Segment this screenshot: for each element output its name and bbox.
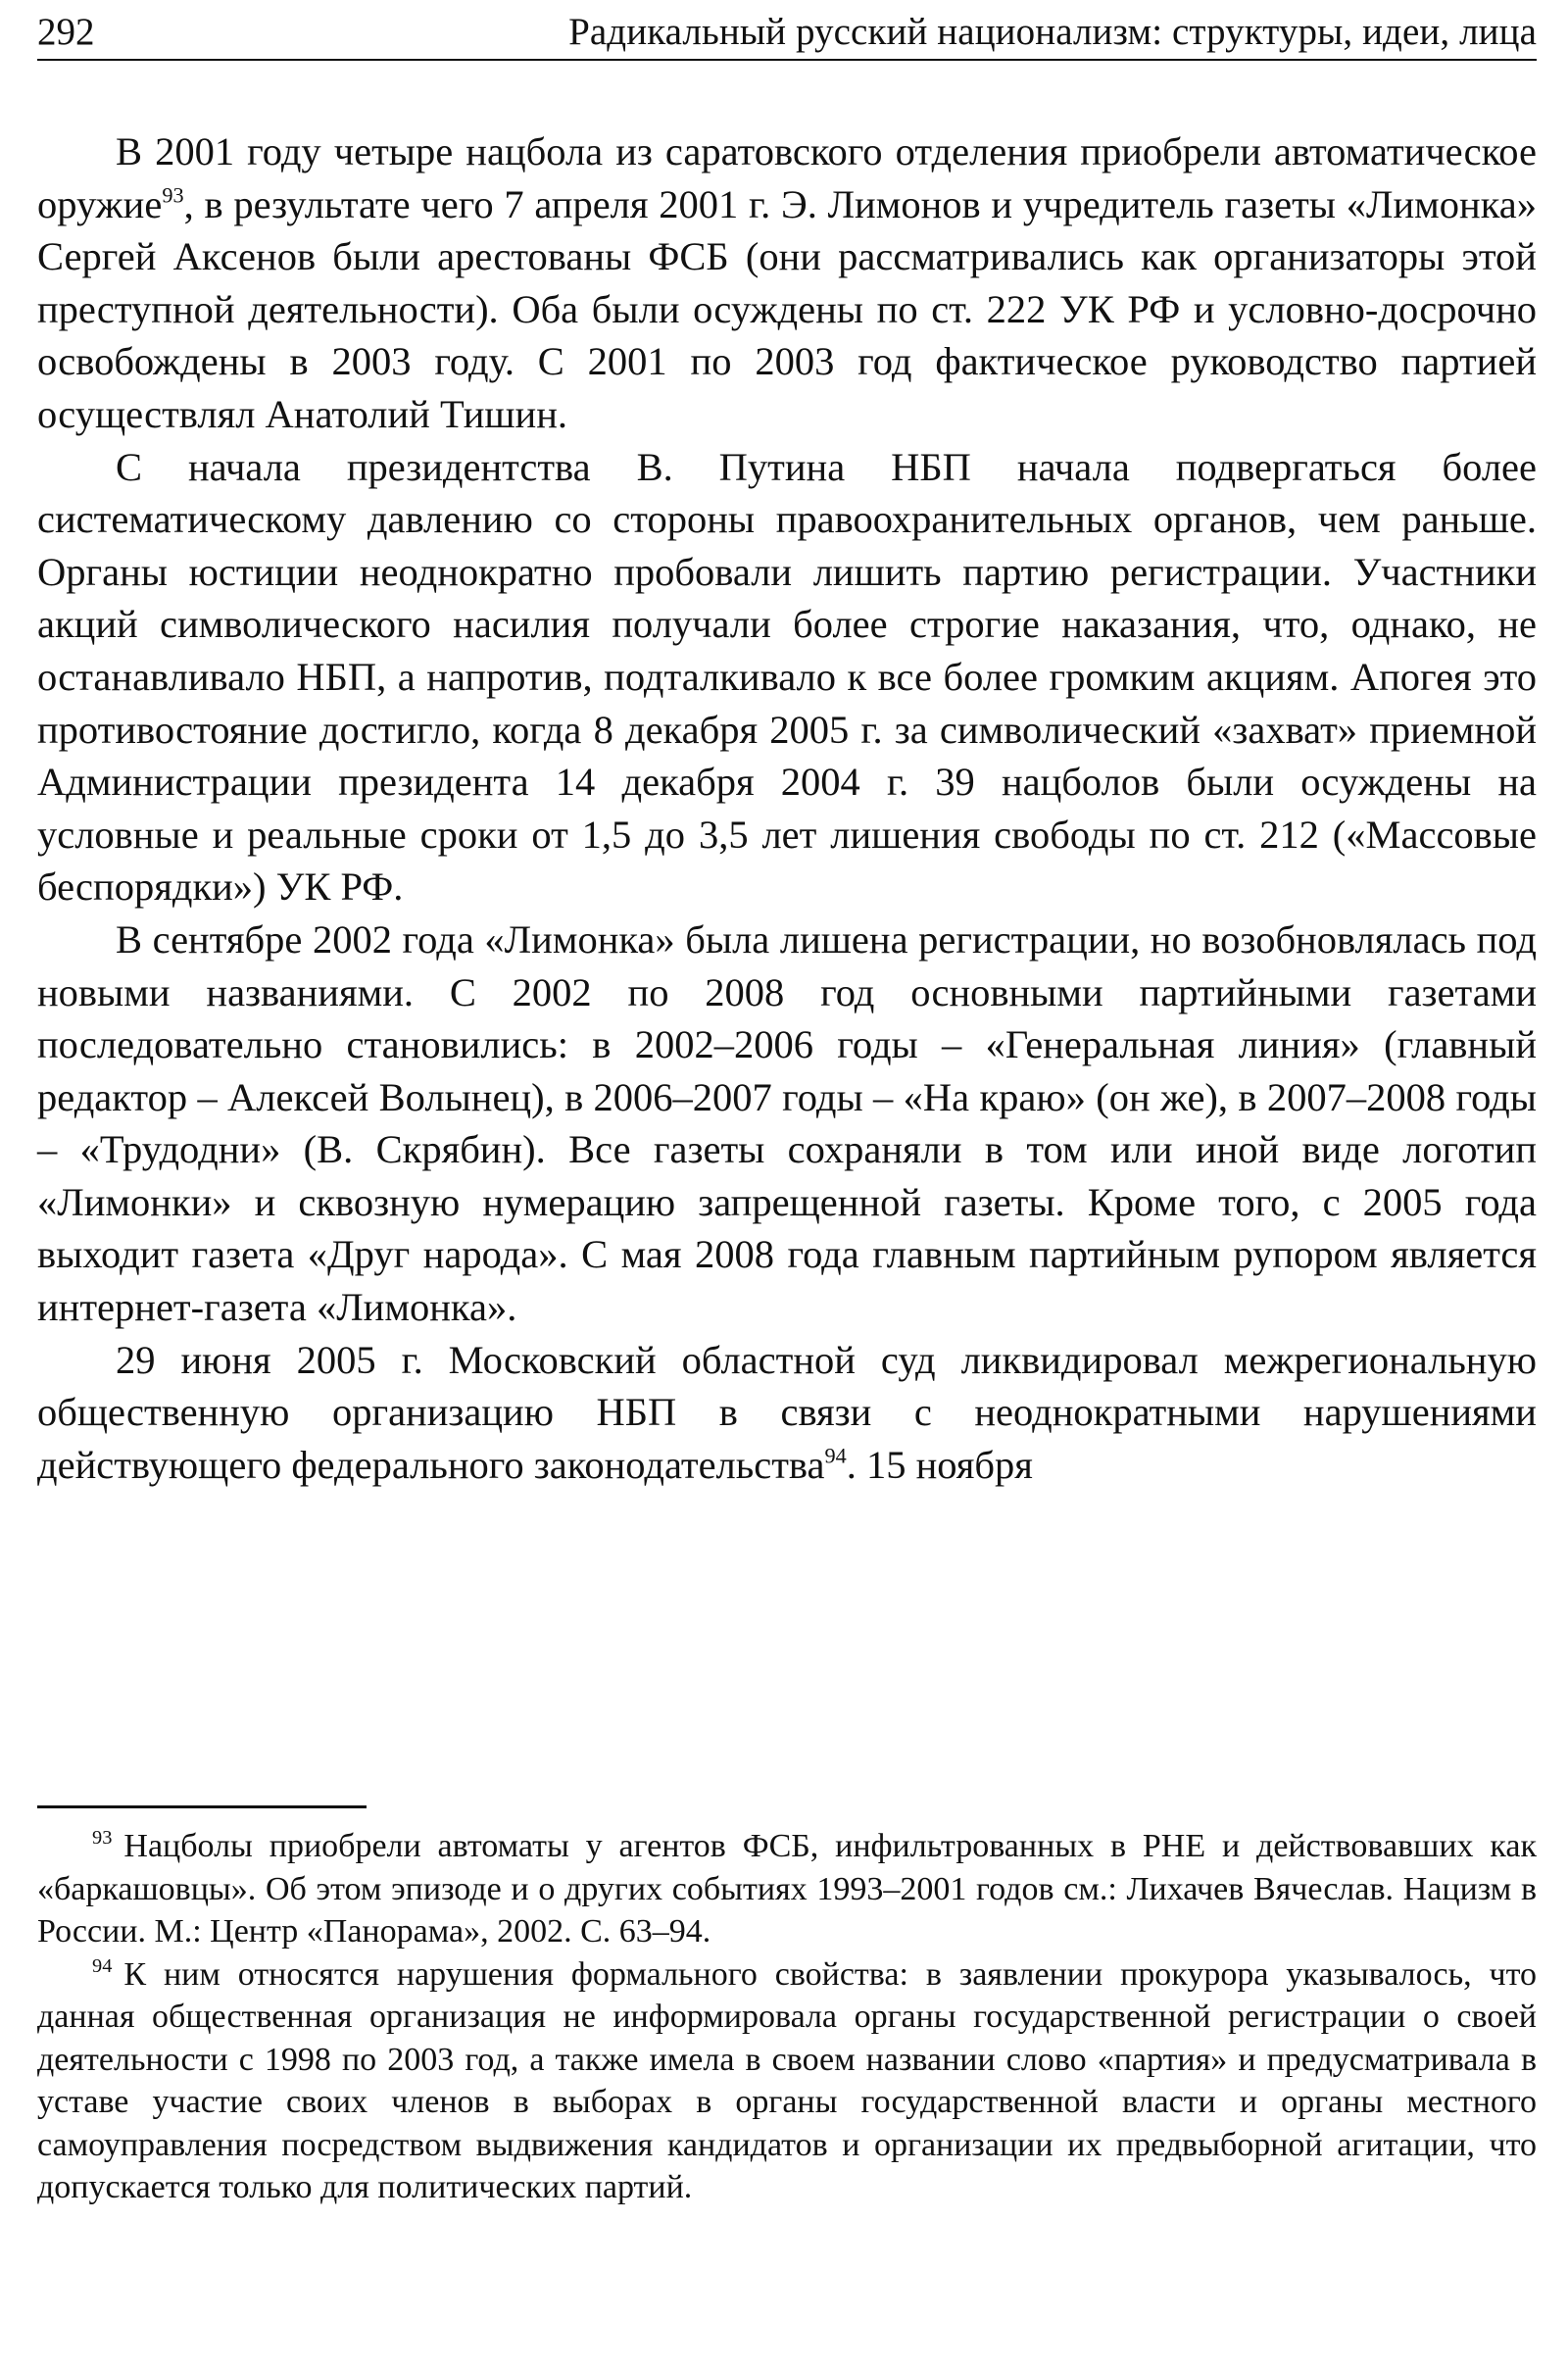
footnote-ref-94: 94 [824, 1443, 847, 1468]
footnote-94 [37, 1953, 1537, 2209]
running-header [37, 6, 1537, 61]
footnote-number: 94 [92, 1954, 113, 1977]
footnote-text: К ним относятся нарушения формального свойства: в заявлении прокурора указывалось, что данная общественная организация не информировала органы государственной регистрации о своей деятельности с 1998 по 2003 год, а также имела в своем названии слово «партия» и предусматривала в уставе участие своих членов в выборах в органы государственной власти и органы местного самоуправления посредством выдвижения кандидатов и организации их предвыборной агитации, что допускается только для политических партий. [37, 1955, 1537, 2205]
footnote-ref-93: 93 [162, 182, 184, 208]
paragraph-1-text-cont: , в результате чего 7 апреля 2001 г. Э. Лимонов и учредитель газеты «Лимонка» Сергей Аксенов были арестованы ФСБ (они рассматривались как организаторы этой преступной деятельности). Оба были осуждены по ст. 222 УК РФ и условно-досрочно освобождены в 2003 году. С 2001 по 2003 год фактическое руководство партией осуществлял Анатолий Тишин. [37, 181, 1537, 436]
footnote-number: 93 [92, 1827, 113, 1850]
footnotes [37, 1825, 1537, 2209]
paragraph-3: В сентябре 2002 года «Лимонка» была лишена регистрации, но возобновлялась под новыми названиями. С 2002 по 2008 год основными партийными газетами последовательно становились: в 2002–2006 годы – «Генеральная линия» (главный редактор – Алексей Волынец), в 2006–2007 годы – «На краю» (он же), в 2007–2008 годы – «Трудодни» (В. Скрябин). Все газеты сохраняли в том или иной виде логотип «Лимонки» и сквозную нумерацию запрещенной газеты. Кроме того, с 2005 года выходит газета «Друг народа». С мая 2008 года главным партийным рупором является интернет-газета «Лимонка». [37, 916, 1537, 1330]
paragraph-4 [37, 1334, 1537, 1492]
footnote-93 [37, 1825, 1537, 1953]
footnote-text: Нацболы приобрели автоматы у агентов ФСБ, инфильтрованных в РНЕ и действовавших как «баркашовцы». Об этом эпизоде и о других событиях 1993–2001 годов см.: Лихачев Вячеслав. Нацизм в России. М.: Центр «Панорама», 2002. С. 63–94. [37, 1828, 1537, 1950]
running-title: Радикальный русский национализм: структуры, идеи, лица [568, 11, 1537, 53]
paragraph-1-text: В 2001 году четыре нацбола из саратовского отделения приобрели автоматическое оружие [37, 129, 1537, 226]
paragraph-2: С начала президентства В. Путина НБП начала подвергаться более систематическому давлению со стороны правоохранительных органов, чем раньше. Органы юстиции неоднократно пробовали лишить партию регистрации. Участники акций символического насилия получали более строгие наказания, что, однако, не останавливало НБП, а напротив, подталкивало к все более громким акциям. Апогея это противостояние достигло, когда 8 декабря 2005 г. за символический «захват» приемной Администрации президента 14 декабря 2004 г. 39 нацболов были осуждены на условные и реальные сроки от 1,5 до 3,5 лет лишения свободы по ст. 212 («Массовые беспорядки») УК РФ. [37, 444, 1537, 910]
main-text [37, 125, 1537, 1491]
page-number: 292 [37, 11, 95, 53]
paragraph-4-text-cont: . 15 ноября [846, 1442, 1033, 1487]
paragraph-4-text: 29 июня 2005 г. Московский областной суд ликвидировал межрегиональную общественную организацию НБП в связи с неоднократными нарушениями действующего федерального законодательства [37, 1337, 1537, 1487]
paragraph-1 [37, 125, 1537, 441]
footnote-divider [37, 1805, 367, 1808]
